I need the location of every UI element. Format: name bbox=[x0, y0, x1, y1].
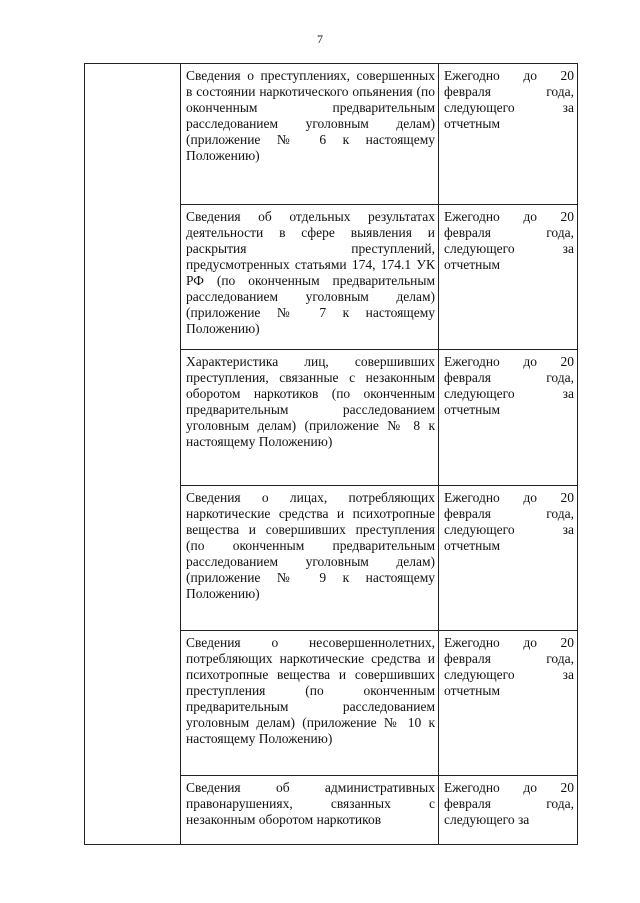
deadline-cell: Ежегодно до 20 февраля года, следующего за отчетным bbox=[439, 205, 578, 350]
deadline-cell-wrap bbox=[439, 776, 578, 845]
info-cell: Сведения о преступлениях, совершенных в состоянии наркотического опьянения (по оконченным предварительным расследованием уголовным делам) (приложение № 6 к настоящему Положению) bbox=[181, 64, 439, 205]
deadline-cell: Ежегодно до 20 февраля года, следующего за отчетным bbox=[439, 486, 578, 631]
info-cell: Сведения о лицах, потребляющих наркотические средства и психотропные вещества и совершивших преступления (по оконченным предварительным расследованием уголовным делам) (приложение № 9 к настоящему Положению) bbox=[181, 486, 439, 631]
merged-first-column-cell bbox=[85, 64, 181, 845]
deadline-cell: Ежегодно до 20 февраля года, следующего за bbox=[444, 780, 574, 827]
page-number: 7 bbox=[317, 32, 323, 46]
info-cell: Сведения об отдельных результатах деятельности в сфере выявления и раскрытия преступлений, предусмотренных статьями 174, 174.1 УК РФ (по оконченным предварительным расследованием уголовным делам) (приложение № 7 к настоящему Положению) bbox=[181, 205, 439, 350]
info-cell: Сведения о несовершеннолетних, потребляющих наркотические средства и психотропные вещества и совершивших преступления (по оконченным предварительным расследованием уголовным делам) (приложение № 10 к настоящему Положению) bbox=[181, 631, 439, 776]
deadline-cell: Ежегодно до 20 февраля года, следующего за отчетным bbox=[439, 350, 578, 486]
table-row bbox=[85, 64, 578, 205]
info-cell-wrap bbox=[181, 776, 439, 845]
info-cell: Сведения об административных правонарушениях, связанных с незаконным оборотом наркотиков bbox=[186, 780, 435, 827]
reporting-table bbox=[84, 63, 578, 845]
deadline-cell: Ежегодно до 20 февраля года, следующего за отчетным bbox=[439, 64, 578, 205]
deadline-cell: Ежегодно до 20 февраля года, следующего за отчетным bbox=[439, 631, 578, 776]
info-cell: Характеристика лиц, совершивших преступления, связанные с незаконным оборотом наркотиков (по оконченным предварительным расследованием уголовным делам) (приложение № 8 к настоящему Положению) bbox=[181, 350, 439, 486]
